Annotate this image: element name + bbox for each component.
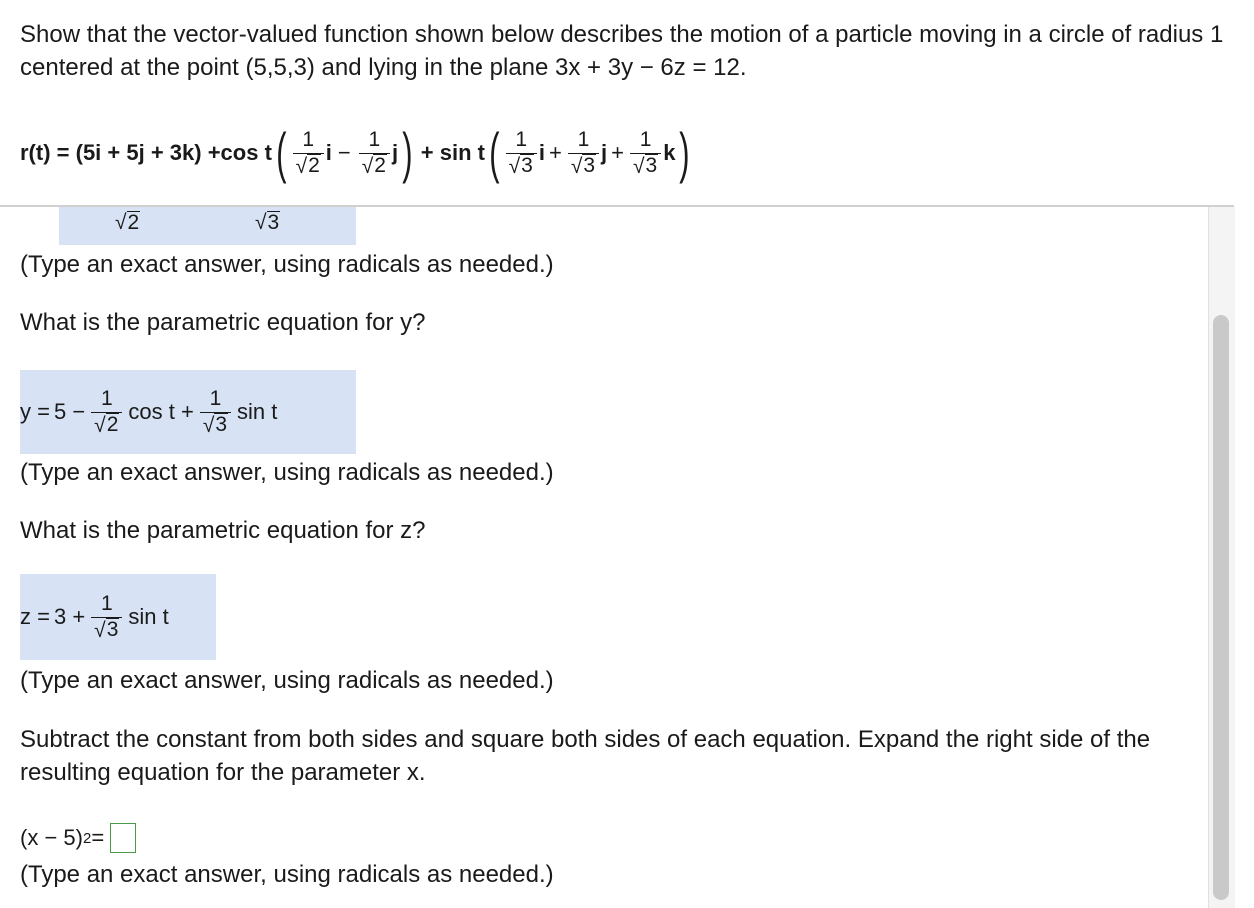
unit-j-2: j	[601, 140, 608, 165]
y-prefix: y =	[20, 399, 50, 424]
unit-k: k	[663, 140, 676, 165]
y-question: What is the parametric equation for y?	[20, 309, 426, 336]
x-sq-lhs: (x − 5)	[20, 825, 83, 850]
y-fraction-2: 1 √ 3	[200, 386, 231, 439]
z-prefix: z =	[20, 604, 50, 629]
r-lhs: r(t) = (5i + 5j + 3k) +	[20, 140, 221, 165]
z-sin: sin t	[128, 604, 169, 629]
scrollable-content[interactable]	[0, 207, 1208, 908]
x-sq-exponent: 2	[82, 829, 92, 847]
fraction-1-sqrt3-c: 1 √ 3	[630, 127, 661, 180]
hint-y: (Type an exact answer, using radicals as needed.)	[20, 459, 554, 486]
x-answer-box	[59, 207, 356, 245]
z-fraction: 1 √ 3	[91, 591, 122, 644]
expand-instruction: Subtract the constant from both sides and square both sides of each equation. Expand the right side of the resulting equation for the parameter x.	[20, 726, 1151, 786]
problem-statement: Show that the vector-valued function shown below describes the motion of a particle moving in a circle of radius 1 centered at the point (5,5,3) and lying in the plane 3x + 3y − 6z = 12.	[20, 21, 1224, 81]
fraction-1-sqrt2-b: 1 √ 2	[359, 127, 390, 180]
z-const: 3 +	[53, 604, 86, 629]
fraction-1-sqrt3-a: 1 √ 3	[506, 127, 537, 180]
right-paren: )	[402, 121, 413, 184]
left-paren: (	[276, 121, 287, 184]
hint-x-squared: (Type an exact answer, using radicals as needed.)	[20, 861, 554, 888]
y-fraction-1: 1 √ 2	[91, 386, 122, 439]
unit-i: i	[325, 140, 332, 165]
cos-t: cos t	[220, 140, 272, 165]
unit-j: j	[391, 140, 399, 165]
fraction-1-sqrt3-b: 1 √ 3	[568, 127, 599, 180]
x-squared-equation	[20, 821, 136, 855]
z-question: What is the parametric equation for z?	[20, 517, 426, 544]
plus-sign-2: +	[611, 140, 625, 165]
sin-t: + sin t	[420, 140, 485, 165]
minus-sign: −	[337, 140, 351, 165]
x-sqrt2: √ 2	[115, 211, 140, 234]
vector-function	[20, 112, 1235, 194]
hint-z: (Type an exact answer, using radicals as needed.)	[20, 667, 554, 694]
plus-sign: +	[548, 140, 562, 165]
y-equation	[20, 370, 277, 454]
x-sq-equals: =	[91, 825, 105, 850]
hint-x: (Type an exact answer, using radicals as needed.)	[20, 251, 554, 278]
y-sin: sin t	[237, 399, 278, 424]
unit-i-2: i	[538, 140, 545, 165]
y-const: 5 −	[53, 399, 86, 424]
z-equation	[20, 574, 169, 660]
scroll-thumb[interactable]	[1213, 315, 1229, 900]
left-paren-2: (	[489, 121, 500, 184]
y-cos: cos t +	[128, 399, 194, 424]
answer-input[interactable]	[110, 823, 136, 853]
vertical-scrollbar[interactable]	[1208, 207, 1235, 908]
right-paren-2: )	[679, 121, 690, 184]
fraction-1-sqrt2: 1 √ 2	[293, 127, 324, 180]
x-sqrt3: √ 3	[255, 211, 280, 234]
